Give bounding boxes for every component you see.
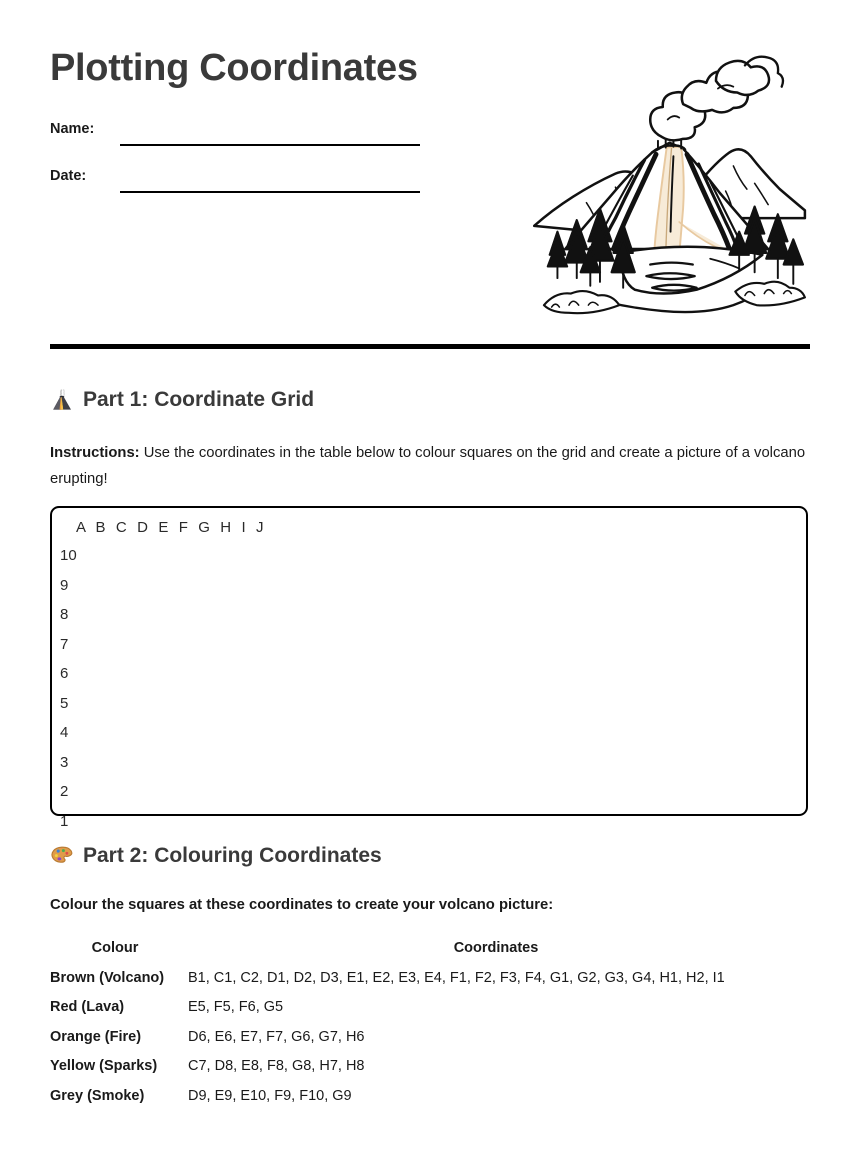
grid-row-label: 4 (60, 724, 69, 741)
part2-prompt: Colour the squares at these coordinates to create your volcano picture: (50, 897, 554, 913)
table-header-row (50, 940, 812, 970)
grid-row-label: 8 (60, 606, 69, 623)
table-row (50, 1058, 812, 1088)
date-field-label: Date: (50, 168, 87, 184)
name-field-writing-line[interactable] (120, 144, 420, 146)
grid-column-headers: A B C D E F G H I J (76, 519, 267, 536)
cell-colour-name: Brown (Volcano) (50, 969, 165, 986)
volcano-emoji-icon (50, 388, 74, 412)
grid-row-label: 1 (60, 812, 69, 830)
cell-colour-name: Red (Lava) (50, 999, 125, 1016)
grid-row-label: 7 (60, 635, 69, 653)
cell-coordinates: D9, E9, E10, F9, F10, G9 (188, 1087, 352, 1104)
volcano-illustration (524, 48, 819, 338)
part2-heading (50, 844, 382, 868)
cell-coordinates: B1, C1, C2, D1, D2, D3, E1, E2, E3, E4, F1, F2, F3, F4, G1, G2, G3, G4, H1, H2, I1 (188, 969, 725, 986)
name-field-label: Name: (50, 121, 95, 137)
grid-row-label: 10 (60, 547, 77, 564)
grid-row-label: 5 (60, 694, 69, 712)
cell-coordinates: C7, D8, E8, F8, G8, H7, H8 (188, 1058, 365, 1075)
column-header-colour: Colour (91, 940, 139, 956)
page-title: Plotting Coordinates (50, 47, 418, 89)
column-header-coordinates: Coordinates (453, 940, 539, 956)
part1-instructions (50, 440, 812, 492)
header-divider (50, 344, 810, 349)
cell-colour-name: Orange (Fire) (50, 1028, 142, 1045)
grid-row-label: 6 (60, 665, 69, 682)
grid-row-labels (60, 541, 90, 836)
coordinates-table (50, 940, 812, 1118)
part1-heading-text: Part 1: Coordinate Grid (83, 388, 315, 411)
cell-colour-name: Yellow (Sparks) (50, 1058, 158, 1075)
cell-colour-name: Grey (Smoke) (50, 1087, 145, 1104)
instructions-text: Use the coordinates in the table below to colour squares on the grid and create a picture of a volcano erupting! (50, 445, 806, 487)
instructions-label: Instructions: (50, 445, 140, 461)
table-row (50, 999, 812, 1029)
table-row (50, 970, 812, 1000)
table-row (50, 1088, 812, 1118)
coordinate-grid-box[interactable] (50, 506, 808, 816)
table-row (50, 1029, 812, 1059)
artist-palette-emoji-icon (50, 844, 74, 868)
cell-coordinates: E5, F5, F6, G5 (188, 999, 284, 1016)
grid-row-label: 2 (60, 783, 69, 800)
part1-heading (50, 388, 314, 412)
grid-row-label: 9 (60, 576, 69, 594)
date-field-writing-line[interactable] (120, 191, 420, 193)
cell-coordinates: D6, E6, E7, F7, G6, G7, H6 (188, 1028, 365, 1045)
grid-row-label: 3 (60, 753, 69, 771)
part2-heading-text: Part 2: Colouring Coordinates (83, 844, 382, 867)
